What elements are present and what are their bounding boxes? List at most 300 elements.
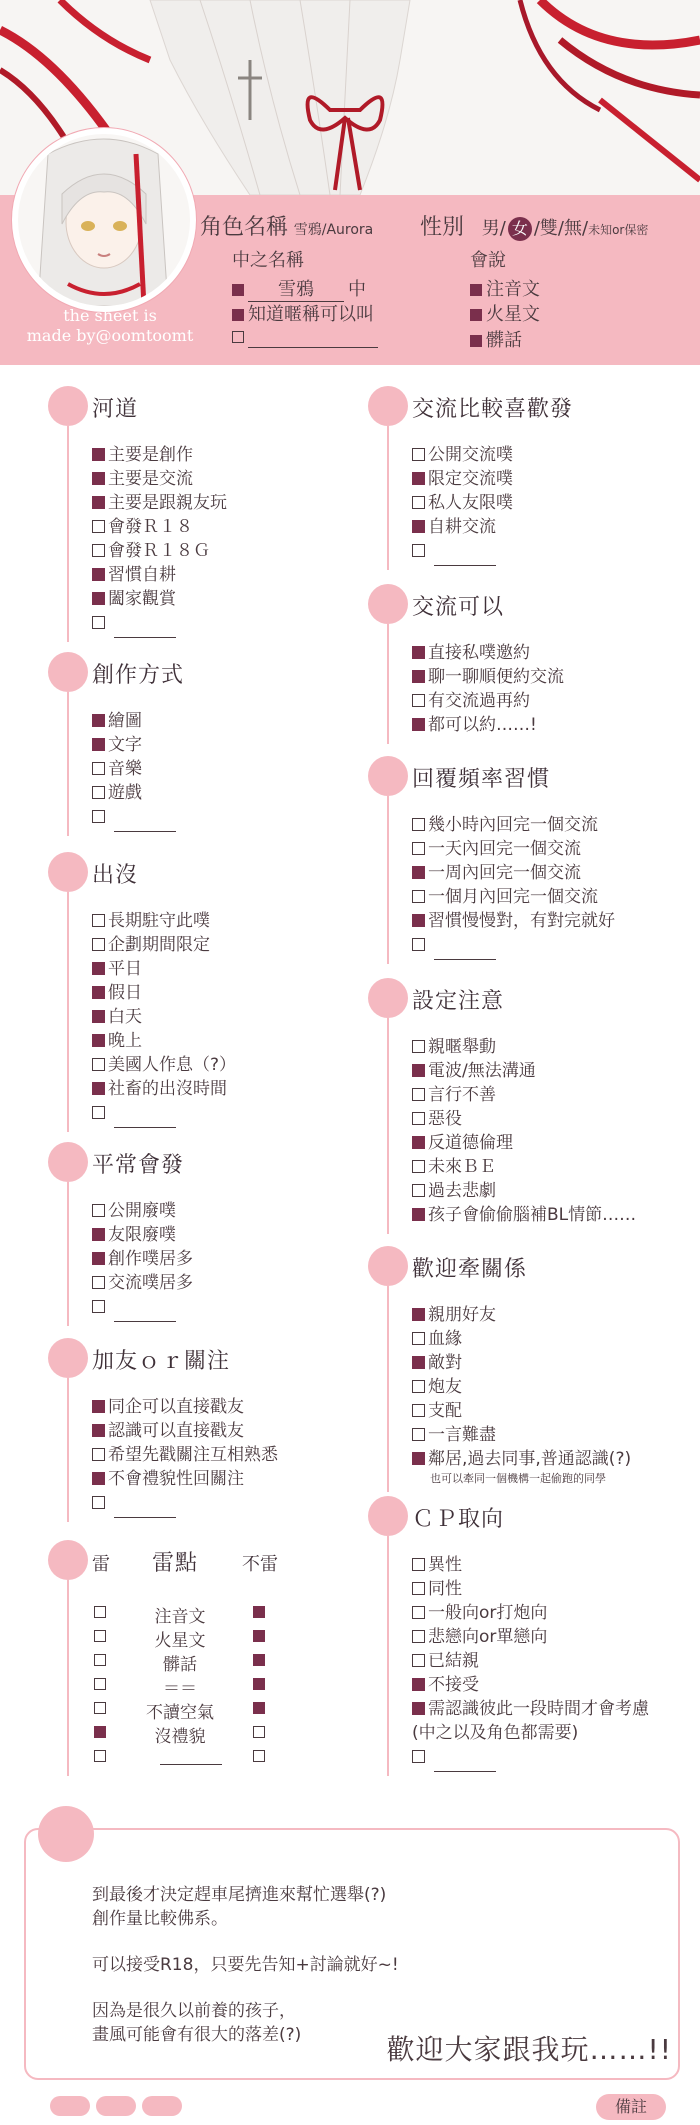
checked-box [470,284,482,296]
nakanohito-value: 雪鴉 [248,275,344,302]
section-connector [67,1378,69,1522]
checked-box[interactable] [92,1228,105,1241]
landmine-label: 沒禮貌 [154,1727,206,1747]
checked-box[interactable] [92,962,105,975]
checked-box[interactable] [412,866,425,879]
checklist-item [92,588,176,610]
checked-box[interactable] [92,1472,105,1485]
checklist-item-label: 習慣慢慢對，有對完就好 [428,911,615,931]
checked-box[interactable] [92,1252,105,1265]
character-avatar [12,128,196,312]
checklist-item-label: 私人友限噗 [428,493,513,513]
section-title: 歡迎牽關係 [412,1257,528,1282]
section-dot [368,1246,408,1286]
checklist-item-label: 悲戀向or單戀向 [428,1627,548,1647]
speak-item: 火星文 [470,300,540,326]
checklist-item [92,1492,176,1518]
checklist-item [92,1102,176,1128]
unchecked-box[interactable] [412,1184,425,1197]
checklist-item [412,1448,631,1470]
checklist-item-label: 未來ＢＥ [428,1157,496,1177]
unchecked-box[interactable] [412,496,425,509]
checklist-item-label: 長期駐守此噗 [108,911,210,931]
notes-line: 可以接受R18，只要先告知+討論就好~! [92,1955,399,1975]
unchecked-box[interactable] [412,1404,425,1417]
checklist-item [92,468,193,490]
section-dot [368,756,408,796]
checklist-item [412,1108,462,1130]
checklist-item-label: 支配 [428,1401,462,1421]
checked-box[interactable] [92,568,105,581]
unchecked-box[interactable] [92,1300,105,1313]
blank-line [160,1764,222,1765]
page-tab-1[interactable] [50,2096,90,2116]
checked-box[interactable] [412,1678,425,1691]
checklist-item [412,1578,462,1600]
checklist-item-label: 已結親 [428,1651,479,1671]
unchecked-box[interactable] [92,520,105,533]
checklist-item-label: 言行不善 [428,1085,496,1105]
speak-item: 注音文 [470,275,540,301]
section-title: ＣＰ取向 [412,1507,505,1532]
checklist-item-label: 炮友 [428,1377,462,1397]
speak-label: 會說 [470,250,506,271]
notes-line: 因為是很久以前養的孩子， [92,2001,296,2021]
checklist-item [412,934,496,960]
checklist-item-label: 主要是創作 [108,445,193,465]
checked-box [232,309,244,321]
checklist-item [92,1006,142,1028]
section-dot [48,652,88,692]
landmine-head-right: 不雷 [242,1554,278,1575]
checklist-item [92,1030,142,1052]
landmine-label: 髒話 [163,1655,197,1675]
unchecked-box[interactable] [92,1204,105,1217]
checklist-item-label: 創作噗居多 [108,1249,193,1269]
gender-option-male: 男 [481,218,500,239]
section-connector [387,624,389,744]
checklist-item-label: 美國人作息（?） [108,1055,237,1075]
checklist-item-label: 都可以約……! [428,715,537,735]
checklist-item-label: 異性 [428,1555,462,1575]
checklist-item-label: 假日 [108,983,142,1003]
section-title: 回覆頻率習慣 [412,767,551,792]
checklist-item [412,1698,649,1720]
unchecked-box[interactable] [92,810,105,823]
checklist-item [412,1352,462,1374]
blank-line [434,937,496,960]
unchecked-box[interactable] [253,1726,265,1738]
checklist-item-label: 希望先戳關注互相熟悉 [108,1445,278,1465]
checklist-item-label: 友限廢噗 [108,1225,176,1245]
section-connector [67,692,69,836]
checklist-item-label: (中之以及角色都需要) [412,1723,579,1743]
unchecked-box[interactable] [412,818,425,831]
checked-box[interactable] [412,1702,425,1715]
checked-box[interactable] [253,1606,265,1618]
checklist-item-label: 反道德倫理 [428,1133,513,1153]
checklist-item-label: 平日 [108,959,142,979]
checklist-item-label: 有交流過再約 [428,691,530,711]
checked-box [470,335,482,347]
blank-line [114,1495,176,1518]
checklist-item [412,1424,496,1446]
section-dot [368,584,408,624]
unchecked-box[interactable] [94,1630,106,1642]
checklist-item [92,1296,176,1322]
checked-box[interactable] [92,1400,105,1413]
checklist-item [412,1204,636,1226]
checklist-item [92,710,142,732]
unchecked-box[interactable] [412,448,425,461]
checklist-item-label: 交流噗居多 [108,1273,193,1293]
checklist-item [412,1626,547,1648]
checklist-item-label: 鄰居,過去同事,普通認識(?) [428,1449,632,1469]
unchecked-box[interactable] [412,1750,425,1763]
checklist-item [412,492,513,514]
checklist-item-label: 電波/無法溝通 [428,1061,536,1081]
unchecked-box[interactable] [412,1112,425,1125]
checklist-item [412,540,496,566]
section-connector [387,796,389,964]
checklist-item [412,838,581,860]
checklist-item [412,1376,462,1398]
unchecked-box[interactable] [412,938,425,951]
checklist-item-label: 自耕交流 [428,517,496,537]
checklist-item-label: 不接受 [428,1675,479,1695]
checklist-item [412,1674,479,1696]
checklist-item [412,444,513,466]
checked-box[interactable] [92,1082,105,1095]
checklist-item [412,642,530,664]
unchecked-box[interactable] [412,694,425,707]
checklist-item-label: 一般向or打炮向 [428,1603,548,1623]
checklist-item [412,1722,578,1744]
gender-row: 性別 男/ 女 /雙/無/未知or保密 [420,215,649,240]
unchecked-box[interactable] [92,544,105,557]
checklist-item [412,1304,496,1326]
checklist-item-label: 幾小時內回完一個交流 [428,815,598,835]
checklist-item [92,540,210,562]
gender-label: 性別 [420,215,465,240]
checked-box[interactable] [92,1034,105,1047]
checklist-item-label: 闔家觀賞 [108,589,176,609]
unchecked-box[interactable] [92,938,105,951]
checklist-item-label: 認識可以直接戳友 [108,1421,244,1441]
section-note: 也可以牽同一個機構一起偷跑的同學 [430,1472,606,1485]
unchecked-box[interactable] [412,1558,425,1571]
checklist-item [412,886,598,908]
unchecked-box[interactable] [412,1088,425,1101]
checklist-item-label: 親朋好友 [428,1305,496,1325]
checklist-item-label: 習慣自耕 [108,565,176,585]
section-title: 創作方式 [92,663,185,688]
checked-box[interactable] [92,472,105,485]
checklist-item [412,1132,513,1154]
checklist-item-label: 晚上 [108,1031,142,1051]
section-title: 設定注意 [412,989,505,1014]
checklist-item-label: 文字 [108,735,142,755]
unchecked-box[interactable] [92,1448,105,1461]
unchecked-box[interactable] [412,1428,425,1441]
unchecked-box[interactable] [412,1160,425,1173]
section-connector [67,426,69,642]
checked-box[interactable] [253,1630,265,1642]
checked-box[interactable] [412,1308,425,1321]
credit-line-1: the sheet is [63,306,157,325]
checklist-item-label: 遊戲 [108,783,142,803]
gender-note: 未知or保密 [588,223,649,237]
checklist-item-label: 直接私噗邀約 [428,643,530,663]
checklist-item [412,862,581,884]
char-name-en: /Aurora [321,222,374,238]
checked-box[interactable] [92,986,105,999]
checklist-item [412,1180,496,1202]
unchecked-box[interactable] [92,762,105,775]
unchecked-box[interactable] [412,1606,425,1619]
checklist-item [412,1084,496,1106]
checklist-item [92,910,210,932]
checked-box[interactable] [412,914,425,927]
page-tab-3[interactable] [142,2096,182,2116]
checklist-item [92,782,142,804]
unchecked-box[interactable] [94,1654,106,1666]
checklist-item-label: 會發Ｒ１８Ｇ [108,541,210,561]
checklist-item [92,1468,244,1490]
checklist-item [92,806,176,832]
checklist-item [92,934,210,956]
section-dot [48,852,88,892]
checked-box[interactable] [92,496,105,509]
section-connector [387,1536,389,1776]
checklist-item [92,1224,176,1246]
checklist-item [92,1054,236,1076]
checked-box[interactable] [92,1010,105,1023]
checklist-item-label: 一個月內回完一個交流 [428,887,598,907]
section-dot [48,386,88,426]
notes-line: 畫風可能會有很大的落差(?) [92,2025,302,2045]
checklist-item-label: 公開交流噗 [428,445,513,465]
checklist-item-label: 同性 [428,1579,462,1599]
checklist-item-label: 惡役 [428,1109,462,1129]
unchecked-box[interactable] [412,1630,425,1643]
checked-box[interactable] [92,1424,105,1437]
checked-box[interactable] [94,1726,106,1738]
checked-box[interactable] [412,646,425,659]
checklist-item [412,910,615,932]
unchecked-box[interactable] [92,1496,105,1509]
checked-box[interactable] [412,1064,425,1077]
nakanohito-label: 中之名稱 [232,250,304,271]
checklist-item-label: 一言難盡 [428,1425,496,1445]
checklist-item [92,1444,278,1466]
unchecked-box[interactable] [94,1702,106,1714]
checklist-item-label: 白天 [108,1007,142,1027]
unchecked-box [232,331,244,343]
checklist-item-label: 親暱舉動 [428,1037,496,1057]
notes-line: 創作量比較佛系。 [92,1909,228,1929]
landmine-label: 不讀空氣 [146,1703,214,1723]
nickname-ok-row [232,300,374,326]
gender-option-both: 雙 [539,218,558,239]
checked-box[interactable] [92,592,105,605]
checklist-item [92,1078,227,1100]
blank-line [114,615,176,638]
unchecked-box[interactable] [412,1380,425,1393]
checklist-item-label: 繪圖 [108,711,142,731]
section-dot [48,1142,88,1182]
checklist-item [412,1036,496,1058]
nakanohito-suffix: 中 [348,279,366,300]
checklist-item-label: 主要是跟親友玩 [108,493,227,513]
checklist-item [412,1554,462,1576]
notes-dot [38,1806,94,1862]
checklist-item [412,516,496,538]
landmine-label: ＝＝ [163,1679,197,1699]
checklist-item-label: 同企可以直接戳友 [108,1397,244,1417]
unchecked-box[interactable] [412,1582,425,1595]
unchecked-box[interactable] [94,1678,106,1690]
blank-line [114,1299,176,1322]
sheet-credit [10,306,210,346]
checklist-item-label: 需認識彼此一段時間才會考慮 [428,1699,649,1719]
section-title: 交流可以 [412,595,505,620]
checked-box[interactable] [412,1208,425,1221]
checklist-item-label: 過去悲劇 [428,1181,496,1201]
checklist-item-label: 敵對 [428,1353,462,1373]
section-connector [387,426,389,570]
gender-option-none: 無 [563,218,582,239]
unchecked-box[interactable] [92,616,105,629]
nickname-ok-text: 知道暱稱可以叫 [248,304,374,325]
unchecked-box[interactable] [94,1606,106,1618]
checklist-item-label: 社畜的出沒時間 [108,1079,227,1099]
unchecked-box[interactable] [412,544,425,557]
section-dot [48,1540,88,1580]
checklist-item [92,1248,193,1270]
checklist-item-label: 血緣 [428,1329,462,1349]
checklist-item [92,1200,176,1222]
section-title: 平常會發 [92,1153,185,1178]
checklist-item [412,1156,496,1178]
checklist-item [92,516,193,538]
section-title: 出沒 [92,863,139,888]
unchecked-box[interactable] [92,1276,105,1289]
nakanohito-value-row [232,275,366,302]
blank-line [434,543,496,566]
blank-line [434,1749,496,1772]
section-dot [368,386,408,426]
notes-tab[interactable]: 備註 [596,2094,666,2120]
checklist-item [92,564,176,586]
landmine-title: 雷點 [152,1551,199,1576]
checked-box[interactable] [412,520,425,533]
checklist-item [412,1060,536,1082]
unchecked-box[interactable] [412,1654,425,1667]
checklist-item [92,958,142,980]
checklist-item [92,734,142,756]
unchecked-box[interactable] [92,1106,105,1119]
char-name-value: 雪鴉 [293,222,322,238]
section-dot [368,978,408,1018]
checklist-item [92,758,142,780]
checked-box[interactable] [412,670,425,683]
checklist-item-label: 聊一聊順便約交流 [428,667,564,687]
unchecked-box[interactable] [92,786,105,799]
speak-item: 髒話 [470,326,522,352]
checked-box[interactable] [412,1136,425,1149]
checklist-item [412,714,537,736]
unchecked-box[interactable] [412,1332,425,1345]
unchecked-box[interactable] [92,914,105,927]
notes-closing: 歡迎大家跟我玩……!! [386,2033,672,2066]
character-name-row [200,210,373,241]
landmine-label: 注音文 [154,1607,206,1627]
section-title: 加友ｏｒ關注 [92,1349,231,1374]
checked-box [232,284,244,296]
checked-box [470,309,482,321]
checked-box[interactable] [92,448,105,461]
checked-box[interactable] [412,1356,425,1369]
checklist-item [412,1650,479,1672]
checked-box[interactable] [253,1654,265,1666]
checklist-item [92,1272,193,1294]
unchecked-box[interactable] [92,1058,105,1071]
blank-line [114,809,176,832]
checklist-item-label: 主要是交流 [108,469,193,489]
checked-box[interactable] [92,714,105,727]
checklist-item [92,1396,244,1418]
unchecked-box[interactable] [253,1750,265,1762]
checked-box[interactable] [412,472,425,485]
unchecked-box[interactable] [412,842,425,855]
checklist-item [412,666,564,688]
checklist-item [92,492,227,514]
nakanohito-blank-row [232,326,378,348]
checked-box[interactable] [253,1702,265,1714]
checked-box[interactable] [92,738,105,751]
checklist-item [92,612,176,638]
unchecked-box[interactable] [94,1750,106,1762]
checklist-item [412,1328,462,1350]
section-connector [67,1580,69,1776]
checklist-item-label: 一天內回完一個交流 [428,839,581,859]
checklist-item [92,444,193,466]
checked-box[interactable] [412,1452,425,1465]
checklist-item-label: 不會禮貌性回關注 [108,1469,244,1489]
page-tab-2[interactable] [96,2096,136,2116]
section-title: 河道 [92,397,139,422]
section-connector [67,1182,69,1326]
checked-box[interactable] [253,1678,265,1690]
checklist-item [412,814,598,836]
checklist-item [92,982,142,1004]
checklist-item-label: 音樂 [108,759,142,779]
section-connector [67,892,69,1132]
unchecked-box[interactable] [412,1040,425,1053]
notes-line: 到最後才決定趕車尾擠進來幫忙選舉(?) [92,1885,387,1905]
checklist-item-label: 孩子會偷偷腦補BL情節…… [428,1205,637,1225]
unchecked-box[interactable] [412,890,425,903]
blank-line [114,1105,176,1128]
checked-box[interactable] [412,718,425,731]
checklist-item-label: 會發Ｒ１８ [108,517,193,537]
section-dot [48,1338,88,1378]
checklist-item [412,690,530,712]
checklist-item [412,468,513,490]
checklist-item [412,1746,496,1772]
credit-line-2: made by@oomtoomt [26,326,194,345]
